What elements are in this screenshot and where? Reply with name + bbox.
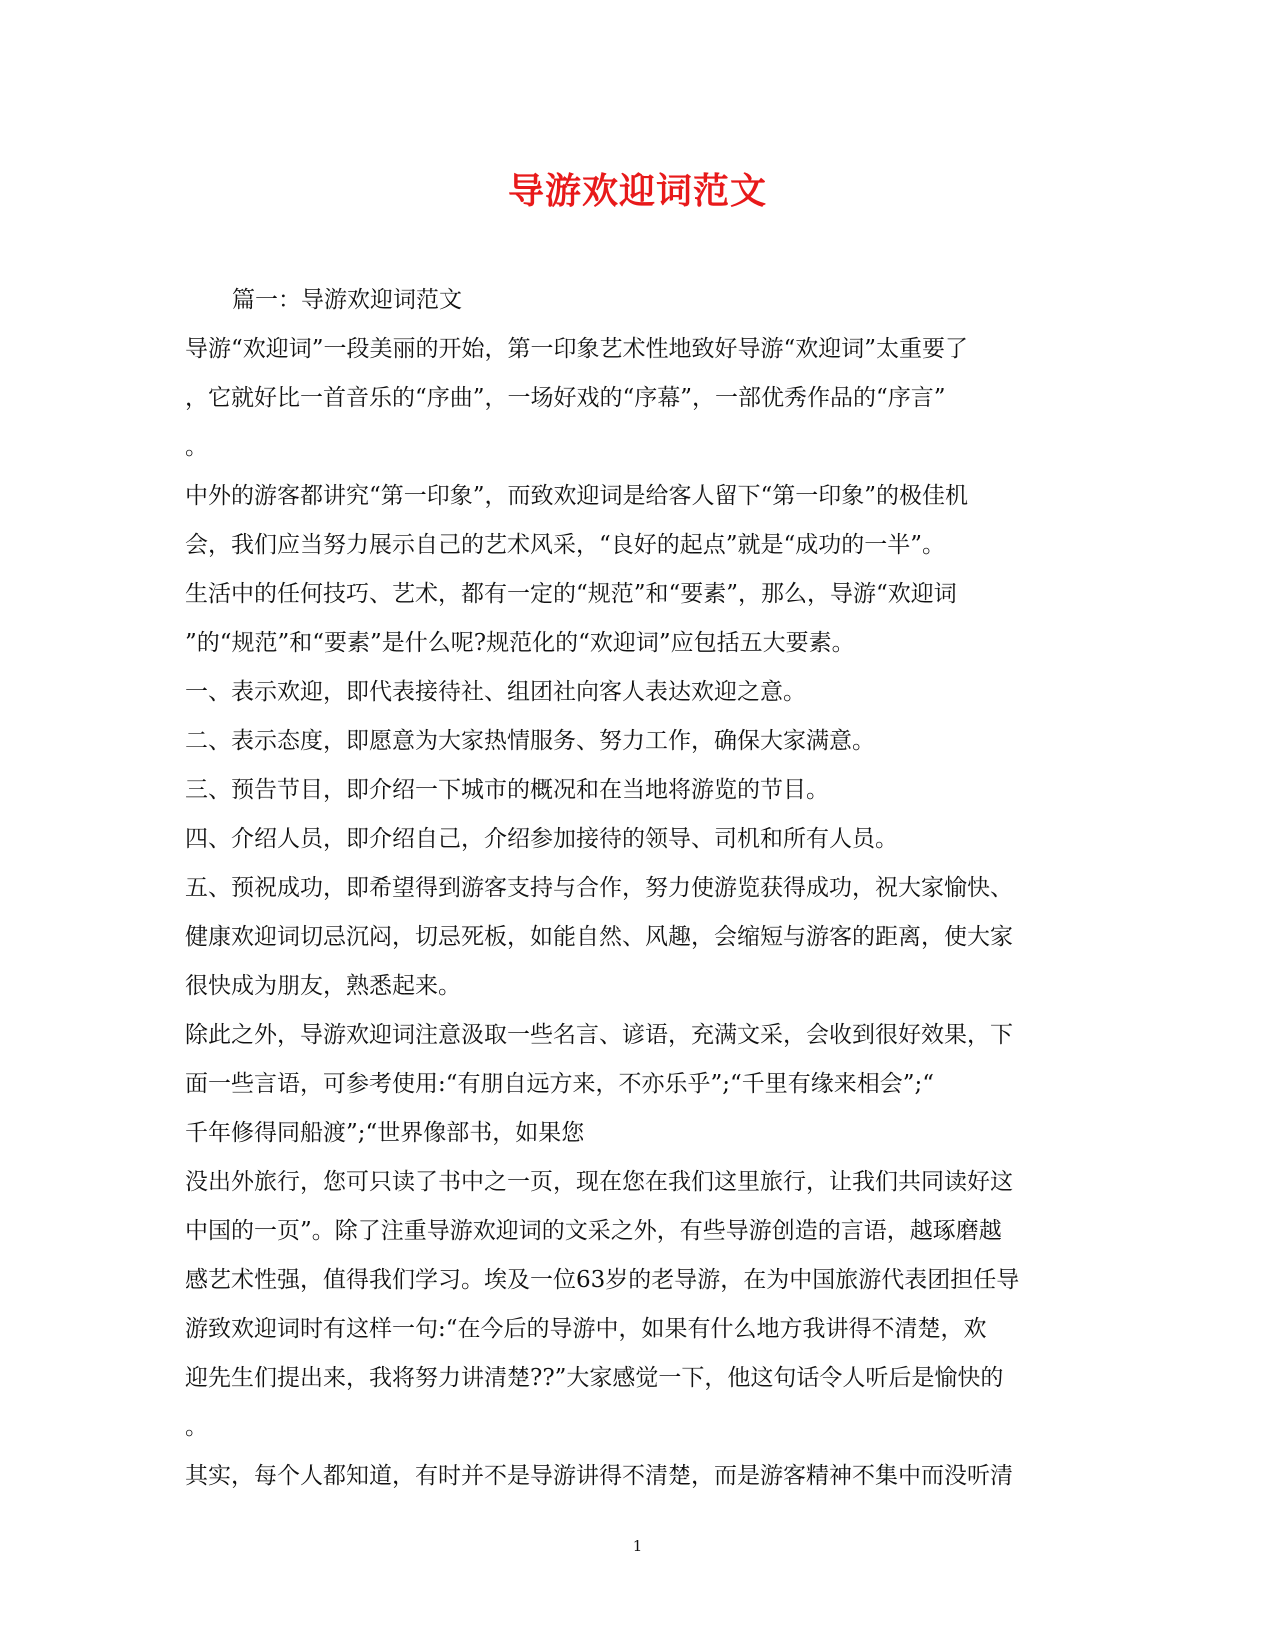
text-line: 感艺术性强，值得我们学习。埃及一位63岁的老导游，在为中国旅游代表团担任导 — [185, 1267, 1020, 1293]
text-line: 。 — [185, 1414, 208, 1440]
text-line: 。 — [185, 434, 208, 460]
text-line: 导游“欢迎词”一段美丽的开始，第一印象艺术性地致好导游“欢迎词”太重要了 — [185, 336, 969, 362]
text-line: 其实，每个人都知道，有时并不是导游讲得不清楚，而是游客精神不集中而没听清 — [185, 1463, 1013, 1489]
text-line: 游致欢迎词时有这样一句:“在今后的导游中，如果有什么地方我讲得不清楚，欢 — [185, 1316, 987, 1342]
text-line: ”的“规范”和“要素”是什么呢?规范化的“欢迎词”应包括五大要素。 — [185, 630, 855, 656]
text-line: 很快成为朋友，熟悉起来。 — [185, 973, 461, 999]
text-line: 中外的游客都讲究“第一印象”，而致欢迎词是给客人留下“第一印象”的极佳机 — [185, 483, 969, 509]
text-line: 除此之外，导游欢迎词注意汲取一些名言、谚语，充满文采，会收到很好效果，下 — [185, 1022, 1013, 1048]
document-body — [185, 276, 1085, 1501]
list-item: 四、介绍人员，即介绍自己，介绍参加接待的领导、司机和所有人员。 — [185, 826, 898, 852]
text-line: 千年修得同船渡”;“世界像部书，如果您 — [185, 1120, 585, 1146]
document-title: 导游欢迎词范文 — [507, 170, 767, 212]
text-line: 健康欢迎词切忌沉闷，切忌死板，如能自然、风趣，会缩短与游客的距离，使大家 — [185, 924, 1013, 950]
text-line: 生活中的任何技巧、艺术，都有一定的“规范”和“要素”，那么，导游“欢迎词 — [185, 581, 957, 607]
text-line: 中国的一页”。除了注重导游欢迎词的文采之外，有些导游创造的言语，越琢磨越 — [185, 1218, 1002, 1244]
text-line: 面一些言语，可参考使用:“有朋自远方来，不亦乐乎”;“千里有缘来相会”;“ — [185, 1071, 935, 1097]
text-line: 迎先生们提出来，我将努力讲清楚??”大家感觉一下，他这句话令人听后是愉快的 — [185, 1365, 1004, 1391]
list-item: 三、预告节目，即介绍一下城市的概况和在当地将游览的节目。 — [185, 777, 829, 803]
text-line: 会，我们应当努力展示自己的艺术风采，“良好的起点”就是“成功的一半”。 — [185, 532, 946, 558]
section-heading: 篇一：导游欢迎词范文 — [232, 287, 462, 313]
list-item: 一、表示欢迎，即代表接待社、组团社向客人表达欢迎之意。 — [185, 679, 806, 705]
list-item: 二、表示态度，即愿意为大家热情服务、努力工作，确保大家满意。 — [185, 728, 875, 754]
text-line: 没出外旅行，您可只读了书中之一页，现在您在我们这里旅行，让我们共同读好这 — [185, 1169, 1013, 1195]
page-number: 1 — [632, 1537, 643, 1555]
text-line: ，它就好比一首音乐的“序曲”，一场好戏的“序幕”，一部优秀作品的“序言” — [185, 385, 946, 411]
list-item: 五、预祝成功，即希望得到游客支持与合作，努力使游览获得成功，祝大家愉快、 — [185, 875, 1013, 901]
